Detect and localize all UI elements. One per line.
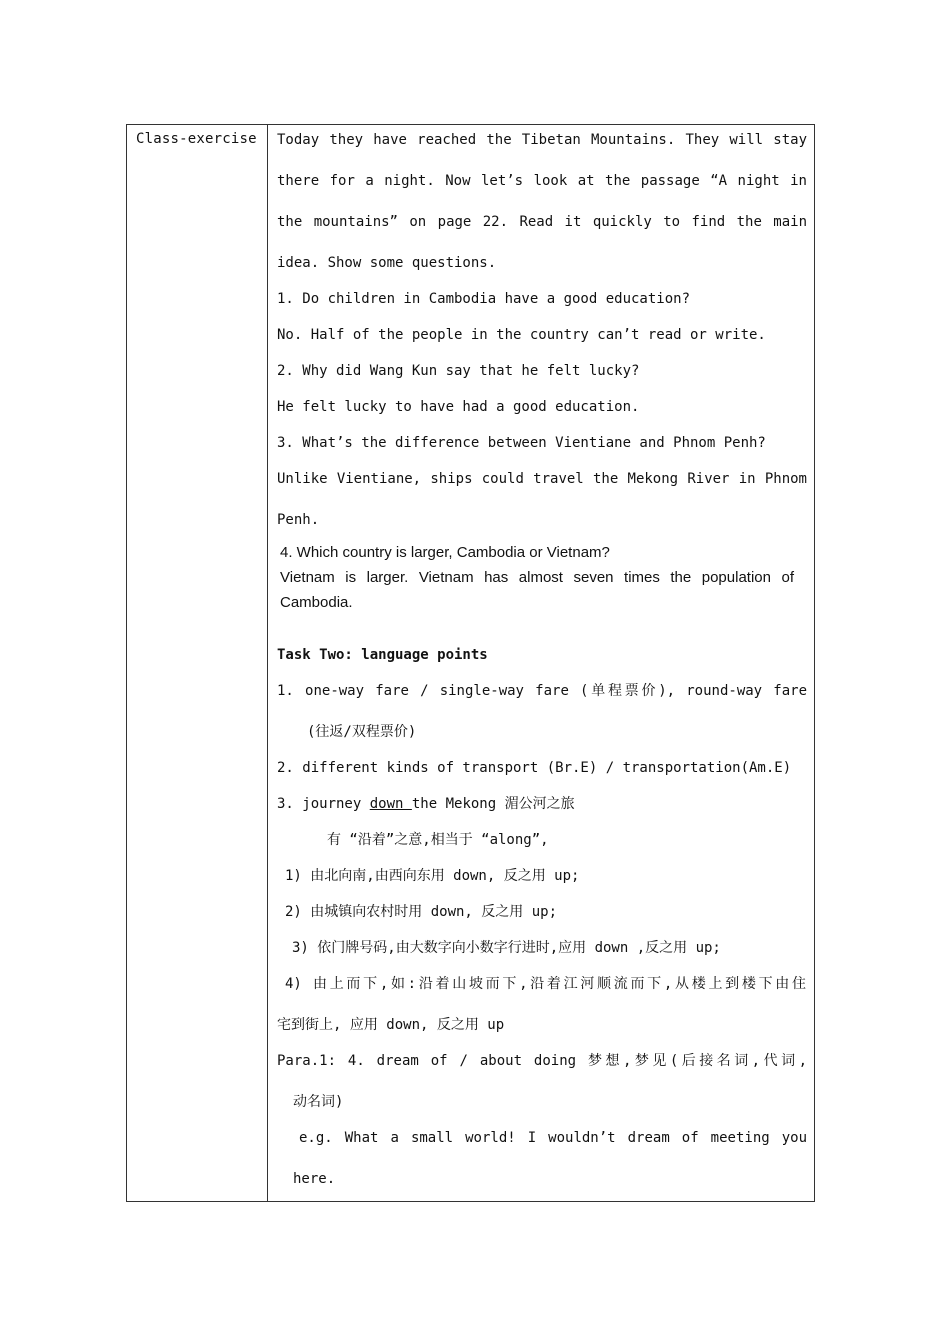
intro-line: the mountains” on page 22. Read it quickly to find the main <box>277 214 807 230</box>
usage-note: 有 “沿着”之意,相当于 “along”, <box>327 832 549 848</box>
usage-rule: 宅到街上, 应用 down, 反之用 up <box>277 1017 505 1033</box>
point-suffix: the Mekong 湄公河之旅 <box>411 796 575 812</box>
intro-line: idea. Show some questions. <box>277 255 497 271</box>
question: 1. Do children in Cambodia have a good education? <box>277 291 691 307</box>
language-point: (往返/双程票价) <box>307 724 417 740</box>
lesson-table <box>126 124 815 1202</box>
usage-rule: 4) 由上而下,如:沿着山坡而下,沿着江河顺流而下,从楼上到楼下由住 <box>285 976 806 992</box>
question: 3. What’s the difference between Vientiane and Phnom Penh? <box>277 435 766 451</box>
language-point: Para.1: 4. dream of / about doing 梦想,梦见(后接名词,代词, <box>277 1053 807 1069</box>
answer: He felt lucky to have had a good education. <box>277 399 640 415</box>
language-point: 1. one-way fare / single-way fare (单程票价), round-way fare <box>277 683 807 699</box>
language-point: 2. different kinds of transport (Br.E) / transportation(Am.E) <box>277 760 792 776</box>
answer: Unlike Vientiane, ships could travel the Mekong River in Phnom <box>277 471 807 487</box>
usage-rule: 2) 由城镇向农村时用 down, 反之用 up; <box>285 904 558 920</box>
question: 2. Why did Wang Kun say that he felt lucky? <box>277 363 640 379</box>
section-label: Class-exercise <box>136 131 257 147</box>
column-divider <box>267 125 268 1201</box>
question: 4. Which country is larger, Cambodia or Vietnam? <box>280 544 610 561</box>
intro-line: Today they have reached the Tibetan Mountains. They will stay <box>277 132 807 148</box>
intro-line: there for a night. Now let’s look at the passage “A night in <box>277 173 807 189</box>
answer: No. Half of the people in the country can’t read or write. <box>277 327 766 343</box>
usage-rule: 1) 由北向南,由西向东用 down, 反之用 up; <box>285 868 580 884</box>
example-sentence: e.g. What a small world! I wouldn’t dream of meeting you <box>299 1130 807 1146</box>
answer: Cambodia. <box>280 594 353 611</box>
language-point: 动名词) <box>293 1094 344 1110</box>
language-point <box>277 795 807 813</box>
point-prefix: 3. journey <box>277 796 370 812</box>
answer: Vietnam is larger. Vietnam has almost seven times the population of <box>280 569 794 586</box>
task-heading: Task Two: language points <box>277 647 488 663</box>
usage-rule: 3) 依门牌号码,由大数字向小数字行进时,应用 down ,反之用 up; <box>292 940 721 956</box>
example-sentence: here. <box>293 1171 336 1187</box>
underlined-word: down <box>369 796 412 812</box>
answer: Penh. <box>277 512 320 528</box>
